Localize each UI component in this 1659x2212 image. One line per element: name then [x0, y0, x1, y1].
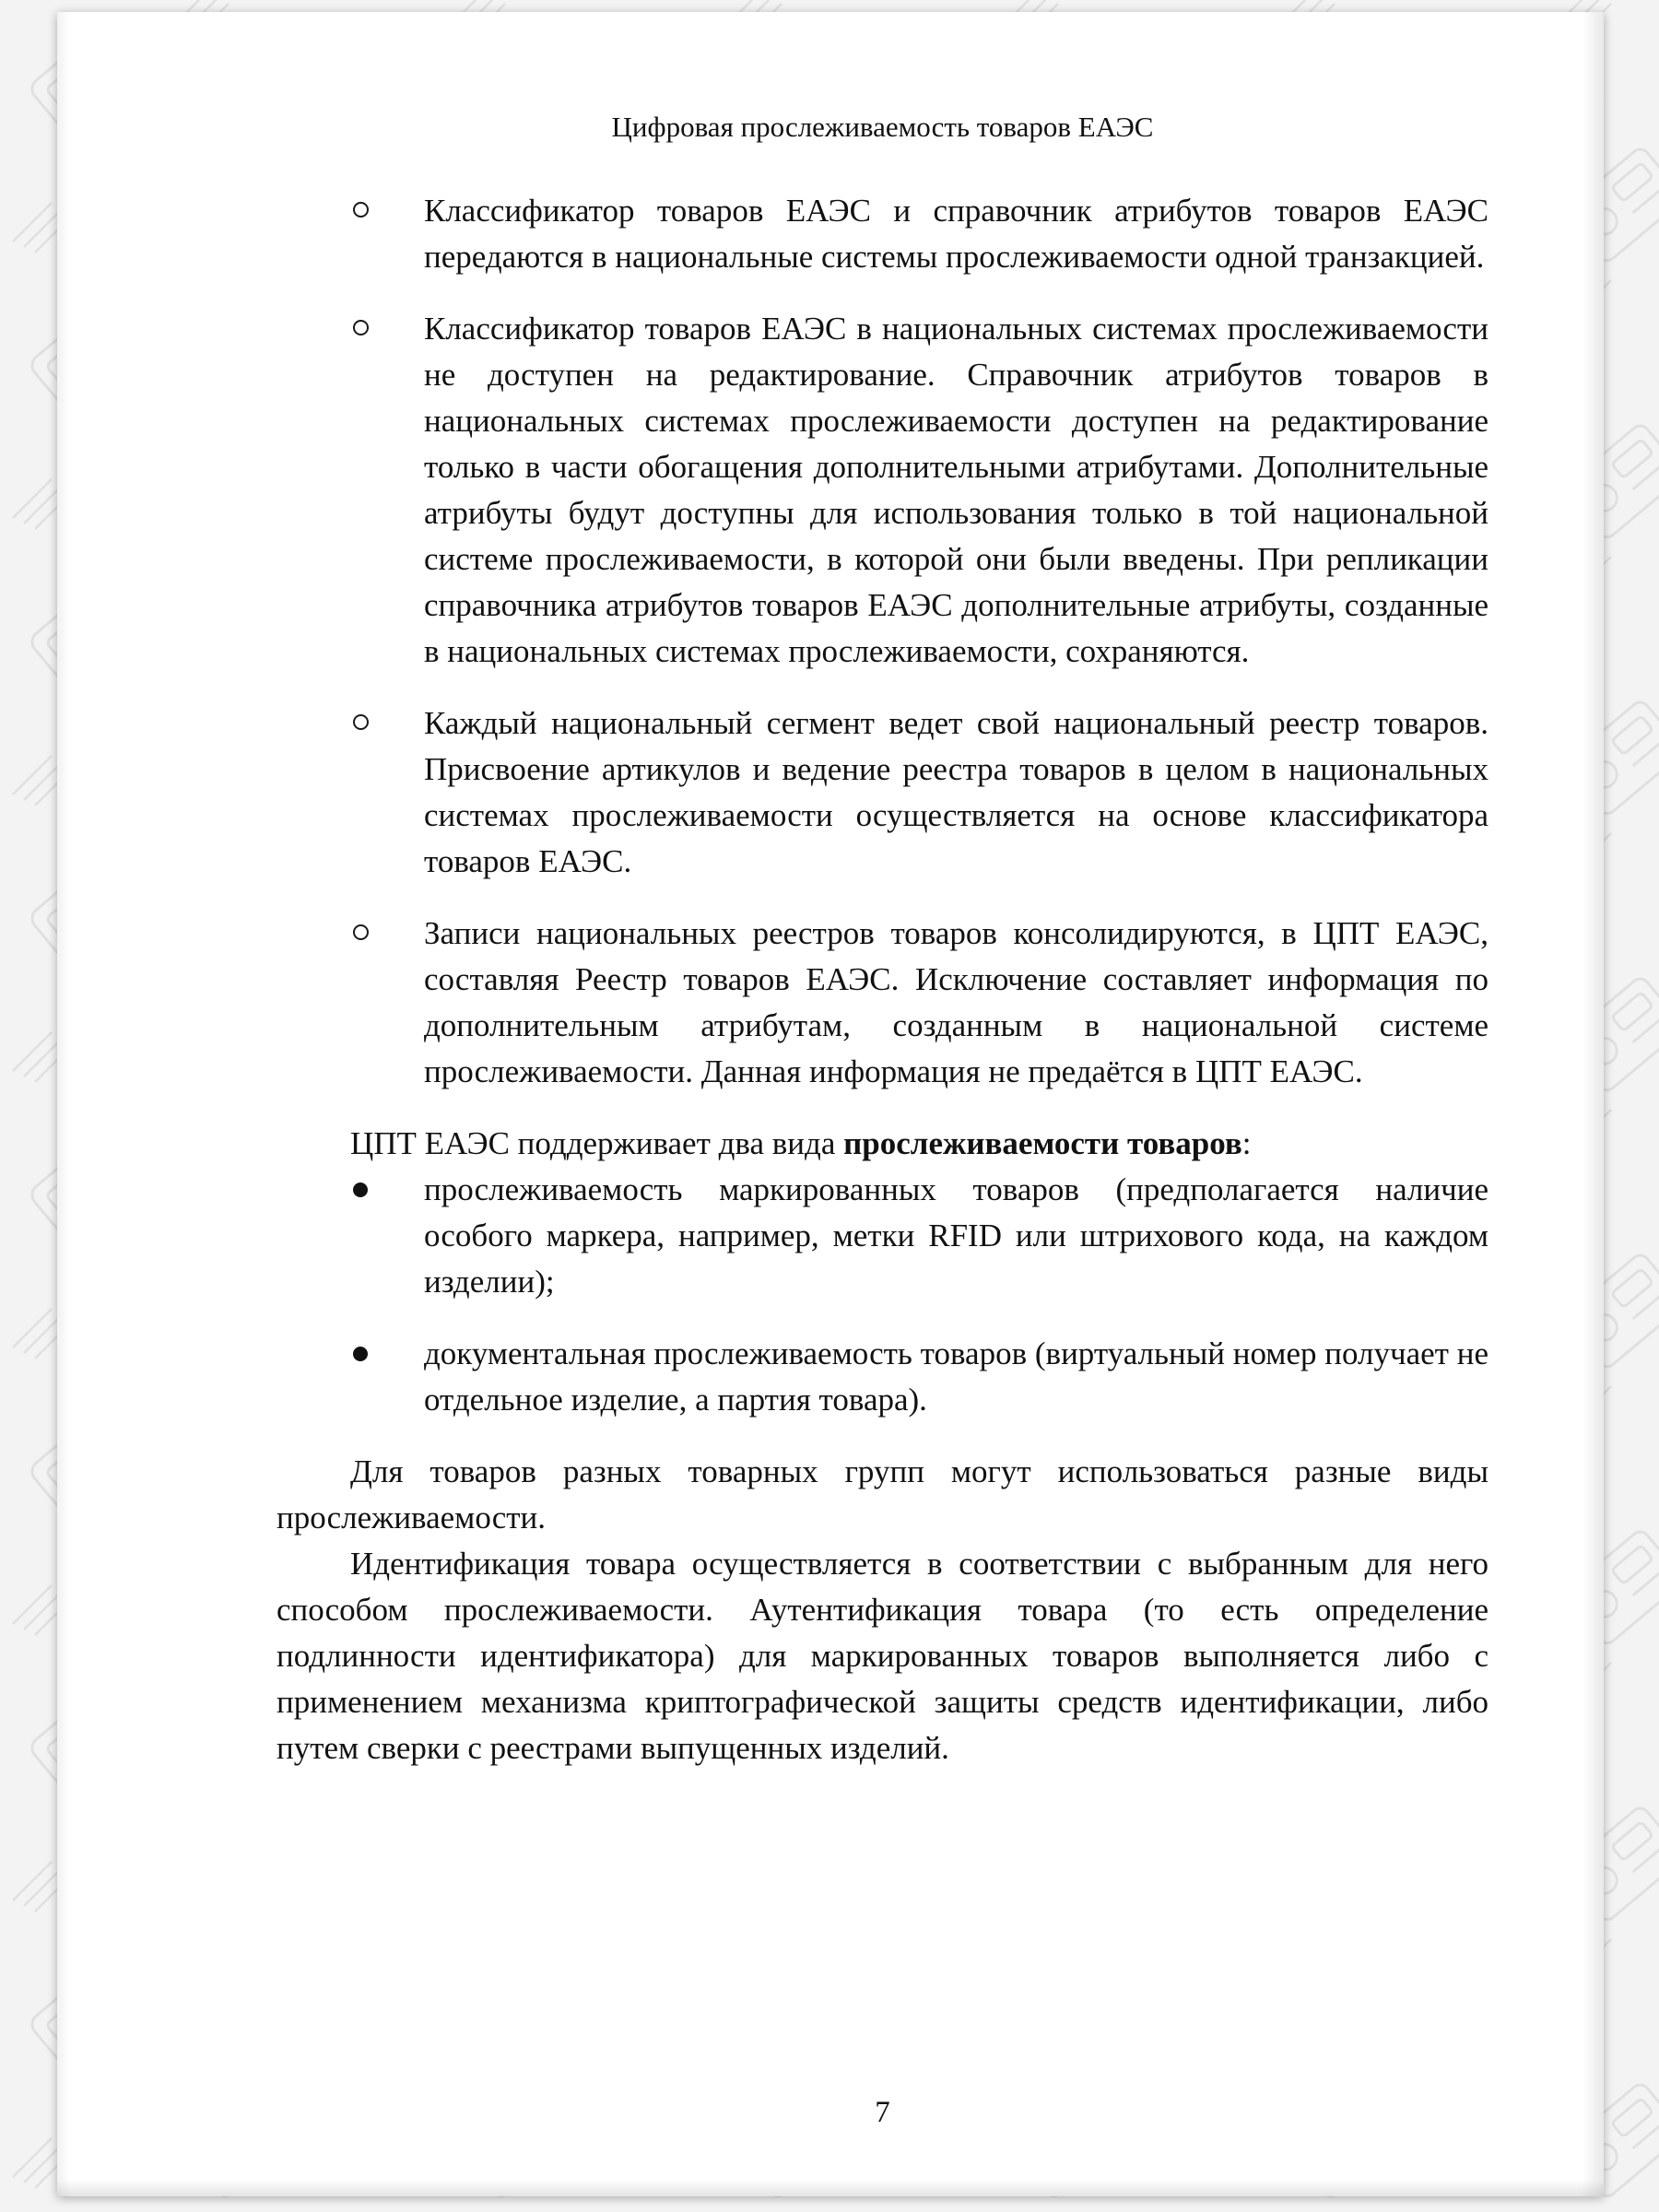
- body-paragraph: Для товаров разных товарных групп могут использоваться разные виды прослеживаемости.: [276, 1453, 1488, 1535]
- list-item: [353, 700, 1488, 885]
- bullet-paragraph: Классификатор товаров ЕАЭС и справочник атрибутов товаров ЕАЭС передаются в национальные системы прослеживаемости одной транзакцией.: [424, 193, 1488, 275]
- disc-bullet-icon: [353, 1347, 368, 1361]
- list-item: [353, 1167, 1488, 1305]
- disc-bullet-icon: [353, 1182, 368, 1197]
- list-item: [353, 1331, 1488, 1423]
- bullet-paragraph: Классификатор товаров ЕАЭС в национальных системах прослеживаемости не доступен на редактирование. Справочник атрибутов товаров в национальных системах прослеживаемости доступен на редактирование только в части обогащения дополнительными атрибутами. Дополнительные атрибуты будут доступны для использования только в той национальной системе прослеживаемости, в которой они были введены. При репликации справочника атрибутов товаров ЕАЭС дополнительные атрибуты, созданные в национальных системах прослеживаемости, сохраняются.: [424, 311, 1488, 669]
- body-paragraph: Идентификация товара осуществляется в соответствии с выбранным для него способом прослеживаемости. Аутентификация товара (то есть определение подлинности идентификатора) для маркированных товаров выполняется либо с применением механизма криптографической защиты средств идентификации, либо путем сверки с реестрами выпущенных изделий.: [276, 1546, 1488, 1766]
- bullet-paragraph: Записи национальных реестров товаров консолидируются, в ЦПТ ЕАЭС, составляя Реестр товаров ЕАЭС. Исключение составляет информация по дополнительным атрибутам, созданным в национальной системе прослеживаемости. Данная информация не предаётся в ЦПТ ЕАЭС.: [424, 915, 1488, 1089]
- bullet-paragraph: прослеживаемость маркированных товаров (предполагается наличие особого маркера, например, метки RFID или штрихового кода, на каждом изделии);: [424, 1171, 1488, 1300]
- bullet-paragraph: документальная прослеживаемость товаров (виртуальный номер получает не отдельное изделие, а партия товара).: [424, 1335, 1488, 1418]
- circle-bullet-icon: [353, 714, 369, 730]
- circle-bullet-icon: [353, 924, 369, 940]
- page-number: 7: [875, 2096, 890, 2129]
- running-header: Цифровая прослеживаемость товаров ЕАЭС: [611, 111, 1154, 143]
- page-content: [57, 12, 1604, 1771]
- circle-bullet-icon: [353, 202, 369, 218]
- bullet-paragraph: Каждый национальный сегмент ведет свой национальный реестр товаров. Присвоение артикулов и ведение реестра товаров в целом в национальных системах прослеживаемости осуществляется на основе классификатора товаров ЕАЭС.: [424, 705, 1488, 879]
- intro-bold-phrase: прослеживаемости товаров: [843, 1125, 1242, 1161]
- list-item: [353, 306, 1488, 675]
- intro-suffix: :: [1241, 1125, 1252, 1161]
- circle-bullet-icon: [353, 320, 369, 335]
- intro-prefix: ЦПТ ЕАЭС поддерживает два вида: [350, 1125, 844, 1161]
- document-page: [57, 12, 1604, 2196]
- list-item: [353, 911, 1488, 1095]
- intro-paragraph: [276, 1121, 1488, 1167]
- list-item: [353, 188, 1488, 280]
